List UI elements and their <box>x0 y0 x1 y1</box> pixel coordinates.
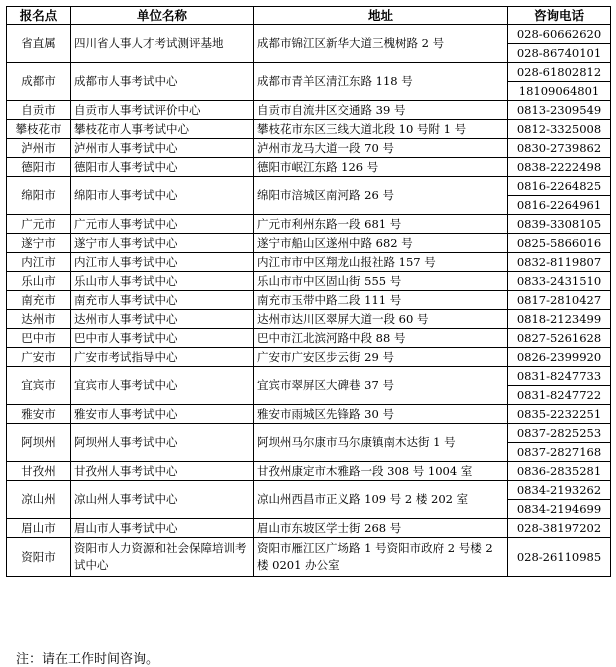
phone-number: 0838-2222498 <box>516 160 602 174</box>
cell-address: 眉山市东坡区学士街 268 号 <box>254 519 508 538</box>
cell-city: 阿坝州 <box>7 424 71 462</box>
cell-unit: 四川省人事人才考试测评基地 <box>71 25 254 63</box>
cell-phone <box>508 25 611 63</box>
phone-number: 0837-2827168 <box>508 442 610 461</box>
cell-unit: 广安市考试指导中心 <box>71 348 254 367</box>
table-row <box>7 25 611 63</box>
phone-number: 0827-5261628 <box>516 331 602 345</box>
cell-phone <box>508 329 611 348</box>
table-row <box>7 291 611 310</box>
phone-number: 0813-2309549 <box>516 103 602 117</box>
phone-number: 0834-2194699 <box>508 499 610 518</box>
table-row <box>7 272 611 291</box>
exam-center-contact-table <box>6 6 611 577</box>
cell-address: 德阳市岷江东路 126 号 <box>254 158 508 177</box>
cell-address: 雅安市雨城区先锋路 30 号 <box>254 405 508 424</box>
cell-city: 内江市 <box>7 253 71 272</box>
cell-city: 眉山市 <box>7 519 71 538</box>
cell-city: 达州市 <box>7 310 71 329</box>
cell-unit: 遂宁市人事考试中心 <box>71 234 254 253</box>
phone-number: 0826-2399920 <box>516 350 602 364</box>
cell-unit: 德阳市人事考试中心 <box>71 158 254 177</box>
cell-address: 绵阳市涪城区南河路 26 号 <box>254 177 508 215</box>
phone-number: 0834-2193262 <box>516 483 602 497</box>
cell-address: 内江市市中区翔龙山报社路 157 号 <box>254 253 508 272</box>
cell-phone <box>508 462 611 481</box>
cell-unit: 资阳市人力资源和社会保障培训考试中心 <box>71 538 254 577</box>
header-city: 报名点 <box>7 7 71 25</box>
cell-phone <box>508 538 611 577</box>
cell-unit: 眉山市人事考试中心 <box>71 519 254 538</box>
cell-address: 成都市青羊区清江东路 118 号 <box>254 63 508 101</box>
cell-address: 攀枝花市东区三线大道北段 10 号附 1 号 <box>254 120 508 139</box>
footnote: 注：请在工作时间咨询。 <box>16 652 160 667</box>
table-row <box>7 481 611 519</box>
phone-number: 028-38197202 <box>516 521 602 535</box>
cell-phone <box>508 519 611 538</box>
table-row <box>7 405 611 424</box>
phone-number: 0837-2825253 <box>516 426 602 440</box>
table-row <box>7 424 611 462</box>
cell-unit: 甘孜州人事考试中心 <box>71 462 254 481</box>
cell-unit: 阿坝州人事考试中心 <box>71 424 254 462</box>
cell-city: 雅安市 <box>7 405 71 424</box>
cell-address: 自贡市自流井区交通路 39 号 <box>254 101 508 120</box>
table-row <box>7 462 611 481</box>
phone-number: 0833-2431510 <box>516 274 602 288</box>
cell-city: 德阳市 <box>7 158 71 177</box>
cell-city: 自贡市 <box>7 101 71 120</box>
cell-phone <box>508 405 611 424</box>
cell-phone <box>508 272 611 291</box>
table-row <box>7 234 611 253</box>
cell-unit: 宜宾市人事考试中心 <box>71 367 254 405</box>
cell-city: 攀枝花市 <box>7 120 71 139</box>
phone-number: 0831-8247733 <box>516 369 602 383</box>
table-row <box>7 63 611 101</box>
table-row <box>7 538 611 577</box>
phone-number: 0832-8119807 <box>516 255 602 269</box>
phone-number: 0812-3325008 <box>516 122 602 136</box>
cell-phone <box>508 348 611 367</box>
cell-address: 遂宁市船山区遂州中路 682 号 <box>254 234 508 253</box>
table-row <box>7 177 611 215</box>
table-row <box>7 519 611 538</box>
cell-address: 广安市广安区步云街 29 号 <box>254 348 508 367</box>
cell-address: 宜宾市翠屏区大碑巷 37 号 <box>254 367 508 405</box>
cell-phone <box>508 158 611 177</box>
cell-phone <box>508 139 611 158</box>
cell-address: 泸州市龙马大道一段 70 号 <box>254 139 508 158</box>
cell-city: 甘孜州 <box>7 462 71 481</box>
phone-number: 0835-2232251 <box>516 407 602 421</box>
phone-number: 0830-2739862 <box>516 141 602 155</box>
cell-unit: 巴中市人事考试中心 <box>71 329 254 348</box>
table-row <box>7 253 611 272</box>
cell-address: 南充市玉带中路二段 111 号 <box>254 291 508 310</box>
cell-address: 巴中市江北滨河路中段 88 号 <box>254 329 508 348</box>
cell-address: 成都市锦江区新华大道三槐树路 2 号 <box>254 25 508 63</box>
phone-number: 0818-2123499 <box>516 312 602 326</box>
cell-address: 乐山市市中区固山街 555 号 <box>254 272 508 291</box>
cell-city: 广元市 <box>7 215 71 234</box>
cell-phone <box>508 177 611 215</box>
cell-phone <box>508 481 611 519</box>
cell-address: 阿坝州马尔康市马尔康镇南木达街 1 号 <box>254 424 508 462</box>
cell-address: 甘孜州康定市木雅路一段 308 号 1004 室 <box>254 462 508 481</box>
phone-number: 18109064801 <box>508 81 610 100</box>
table-row <box>7 120 611 139</box>
cell-phone <box>508 215 611 234</box>
table-row <box>7 101 611 120</box>
cell-unit: 雅安市人事考试中心 <box>71 405 254 424</box>
header-unit: 单位名称 <box>71 7 254 25</box>
phone-number: 0816-2264961 <box>508 195 610 214</box>
cell-phone <box>508 367 611 405</box>
cell-unit: 绵阳市人事考试中心 <box>71 177 254 215</box>
phone-number: 0825-5866016 <box>516 236 602 250</box>
table-row <box>7 215 611 234</box>
cell-unit: 凉山州人事考试中心 <box>71 481 254 519</box>
table-row <box>7 139 611 158</box>
cell-city: 成都市 <box>7 63 71 101</box>
table-header-row <box>7 7 611 25</box>
phone-number: 0836-2835281 <box>516 464 602 478</box>
cell-unit: 内江市人事考试中心 <box>71 253 254 272</box>
phone-number: 0816-2264825 <box>516 179 602 193</box>
cell-city: 南充市 <box>7 291 71 310</box>
cell-city: 泸州市 <box>7 139 71 158</box>
cell-unit: 达州市人事考试中心 <box>71 310 254 329</box>
phone-number: 028-86740101 <box>508 43 610 62</box>
phone-number: 028-26110985 <box>516 550 602 564</box>
cell-city: 巴中市 <box>7 329 71 348</box>
contact-table-container <box>6 6 610 577</box>
cell-phone <box>508 310 611 329</box>
cell-unit: 乐山市人事考试中心 <box>71 272 254 291</box>
cell-unit: 成都市人事考试中心 <box>71 63 254 101</box>
cell-address: 达州市达川区翠屏大道一段 60 号 <box>254 310 508 329</box>
cell-unit: 自贡市人事考试评价中心 <box>71 101 254 120</box>
table-row <box>7 348 611 367</box>
header-address: 地址 <box>254 7 508 25</box>
cell-city: 省直属 <box>7 25 71 63</box>
phone-number: 0839-3308105 <box>516 217 602 231</box>
cell-phone <box>508 253 611 272</box>
cell-phone <box>508 291 611 310</box>
cell-city: 凉山州 <box>7 481 71 519</box>
table-row <box>7 158 611 177</box>
cell-city: 绵阳市 <box>7 177 71 215</box>
cell-phone <box>508 63 611 101</box>
cell-phone <box>508 424 611 462</box>
cell-city: 广安市 <box>7 348 71 367</box>
cell-address: 广元市利州东路一段 681 号 <box>254 215 508 234</box>
cell-city: 遂宁市 <box>7 234 71 253</box>
cell-city: 资阳市 <box>7 538 71 577</box>
cell-phone <box>508 234 611 253</box>
cell-address: 凉山州西昌市正义路 109 号 2 楼 202 室 <box>254 481 508 519</box>
phone-number: 0817-2810427 <box>516 293 602 307</box>
phone-number: 028-60662620 <box>516 27 602 41</box>
cell-phone <box>508 120 611 139</box>
table-row <box>7 329 611 348</box>
cell-city: 宜宾市 <box>7 367 71 405</box>
cell-city: 乐山市 <box>7 272 71 291</box>
phone-number: 028-61802812 <box>516 65 602 79</box>
table-body <box>7 25 611 577</box>
header-phone: 咨询电话 <box>508 7 611 25</box>
cell-unit: 广元市人事考试中心 <box>71 215 254 234</box>
phone-number: 0831-8247722 <box>508 385 610 404</box>
cell-unit: 泸州市人事考试中心 <box>71 139 254 158</box>
table-row <box>7 367 611 405</box>
cell-unit: 南充市人事考试中心 <box>71 291 254 310</box>
cell-phone <box>508 101 611 120</box>
cell-address: 资阳市雁江区广场路 1 号资阳市政府 2 号楼 2 楼 0201 办公室 <box>254 538 508 577</box>
table-row <box>7 310 611 329</box>
cell-unit: 攀枝花市人事考试中心 <box>71 120 254 139</box>
